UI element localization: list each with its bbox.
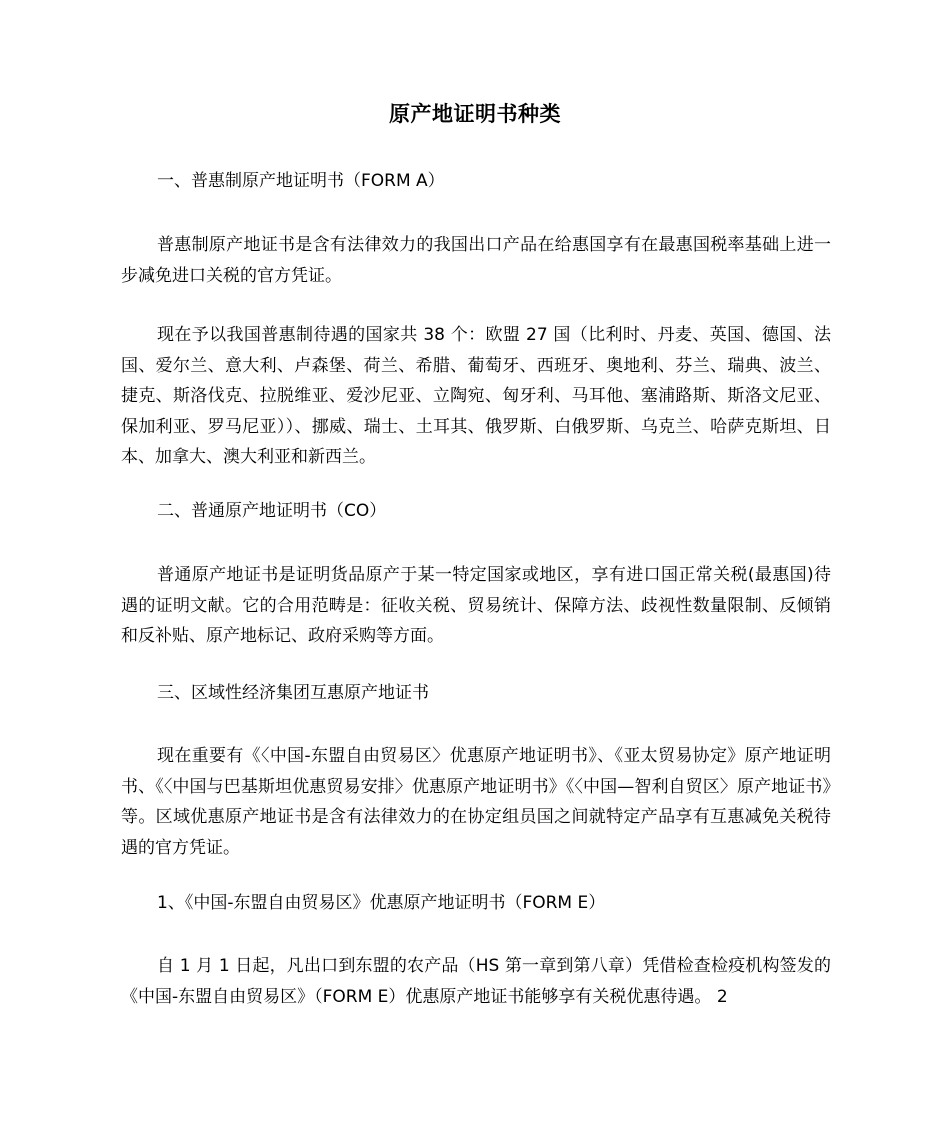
section-heading-form-a: 一、普惠制原产地证明书（FORM A） [157,171,445,191]
section-heading-regional: 三、区域性经济集团互惠原产地证书 [157,683,429,703]
paragraph-regional-definition: 现在重要有《〈中国-东盟自由贸易区〉优惠原产地证明书》、《亚太贸易协定》原产地证明书、《〈中国与巴基斯坦优惠贸易安排〉优惠原产地证明书》《〈中国—智利自贸区〉原产地证书》等。区域优惠原产地证书是含有法律效力的在协定组员国之间就特定产品享有互惠减免关税待遇的官方凭证。 [121,746,831,858]
document-title: 原产地证明书种类 [389,102,561,126]
section-heading-co: 二、普通原产地证明书（CO） [157,501,387,521]
paragraph-gsp-definition: 普惠制原产地证书是含有法律效力的我国出口产品在给惠国享有在最惠国税率基础上进一步减免进口关税的官方凭证。 [121,235,831,286]
paragraph-gsp-countries: 现在予以我国普惠制待遇的国家共 38 个：欧盟 27 国（比利时、丹麦、英国、德国、法国、爱尔兰、意大利、卢森堡、荷兰、希腊、葡萄牙、西班牙、奥地利、芬兰、瑞典、波兰、捷克、斯洛伐克、拉脱维亚、爱沙尼亚、立陶宛、匈牙利、马耳他、塞浦路斯、斯洛文尼亚、保加利亚、罗马尼亚））、挪威、瑞士、土耳其、俄罗斯、白俄罗斯、乌克兰、哈萨克斯坦、日本、加拿大、澳大利亚和新西兰。 [121,325,831,467]
paragraph-co-definition: 普通原产地证书是证明货品原产于某一特定国家或地区，享有进口国正常关税(最惠国)待遇的证明文献。它的合用范畴是：征收关税、贸易统计、保障方法、歧视性数量限制、反倾销和反补贴、原产地标记、政府采购等方面。 [121,565,831,646]
subsection-heading-form-e: 1、《中国-东盟自由贸易区》优惠原产地证明书（FORM E） [157,893,606,913]
paragraph-form-e: 自 1 月 1 日起，凡出口到东盟的农产品（HS 第一章到第八章）凭借检查检疫机构签发的《中国-东盟自由贸易区》（FORM E）优惠原产地证书能够享有关税优惠待遇。 2 [121,956,831,1007]
